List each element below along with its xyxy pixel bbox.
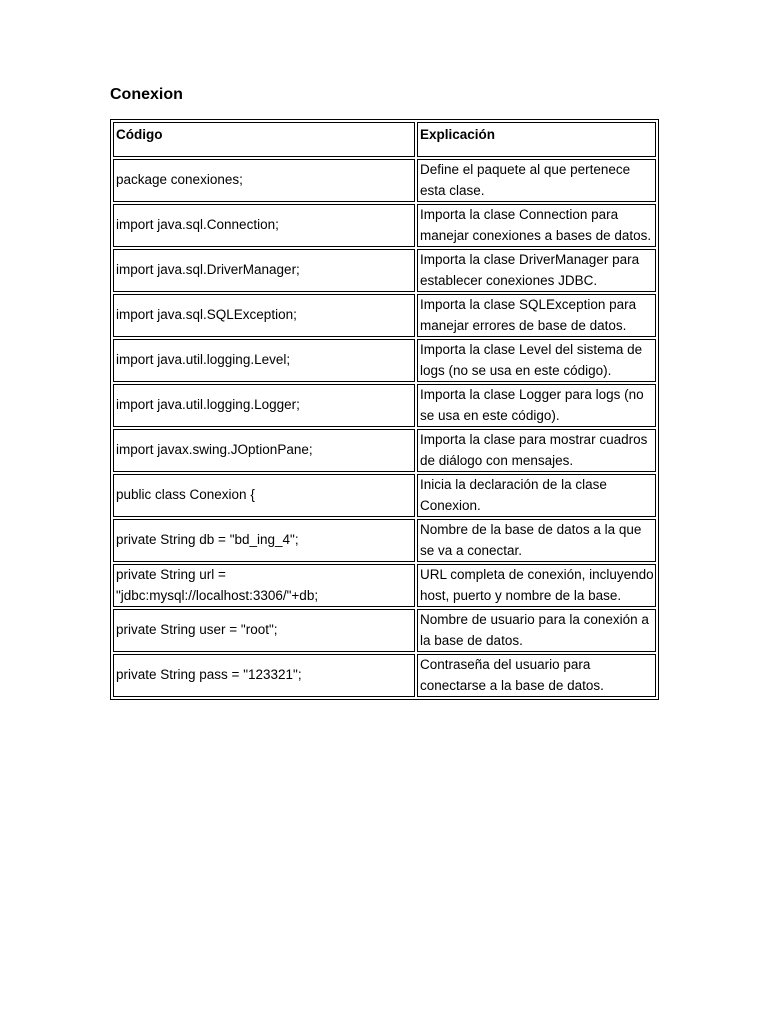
table-row (113, 564, 656, 607)
table-row (113, 204, 656, 247)
explanation-cell: URL completa de conexión, incluyendo host, puerto y nombre de la base. (417, 564, 656, 607)
explanation-cell: Define el paquete al que pertenece esta clase. (417, 159, 656, 202)
code-cell: import java.sql.DriverManager; (113, 249, 415, 292)
header-codigo: Código (113, 122, 415, 157)
explanation-cell: Importa la clase SQLException para manejar errores de base de datos. (417, 294, 656, 337)
explanation-cell: Nombre de usuario para la conexión a la base de datos. (417, 609, 656, 652)
table-row (113, 294, 656, 337)
document-title: Conexion (110, 86, 183, 103)
table-row (113, 519, 656, 562)
explanation-cell: Importa la clase para mostrar cuadros de diálogo con mensajes. (417, 429, 656, 472)
code-cell: private String user = "root"; (113, 609, 415, 652)
explanation-cell: Nombre de la base de datos a la que se va a conectar. (417, 519, 656, 562)
explanation-cell: Importa la clase Connection para manejar conexiones a bases de datos. (417, 204, 656, 247)
code-cell: private String url = "jdbc:mysql://localhost:3306/"+db; (113, 564, 415, 607)
code-cell: private String pass = "123321"; (113, 654, 415, 697)
code-cell: import java.util.logging.Level; (113, 339, 415, 382)
explanation-cell: Importa la clase Logger para logs (no se usa en este código). (417, 384, 656, 427)
code-explanation-table (110, 119, 659, 700)
explanation-cell: Importa la clase DriverManager para establecer conexiones JDBC. (417, 249, 656, 292)
explanation-cell: Inicia la declaración de la clase Conexion. (417, 474, 656, 517)
table-row (113, 429, 656, 472)
code-cell: import java.sql.Connection; (113, 204, 415, 247)
explanation-cell: Contraseña del usuario para conectarse a la base de datos. (417, 654, 656, 697)
table-row (113, 339, 656, 382)
explanation-cell: Importa la clase Level del sistema de logs (no se usa en este código). (417, 339, 656, 382)
table-row (113, 654, 656, 697)
table-row (113, 159, 656, 202)
table-header-row (113, 122, 656, 157)
code-cell: public class Conexion { (113, 474, 415, 517)
code-cell: package conexiones; (113, 159, 415, 202)
table-row (113, 249, 656, 292)
table-row (113, 474, 656, 517)
code-cell: private String db = "bd_ing_4"; (113, 519, 415, 562)
code-cell: import java.sql.SQLException; (113, 294, 415, 337)
code-cell: import java.util.logging.Logger; (113, 384, 415, 427)
table-row (113, 384, 656, 427)
header-explicacion: Explicación (417, 122, 656, 157)
table-row (113, 609, 656, 652)
code-cell: import javax.swing.JOptionPane; (113, 429, 415, 472)
